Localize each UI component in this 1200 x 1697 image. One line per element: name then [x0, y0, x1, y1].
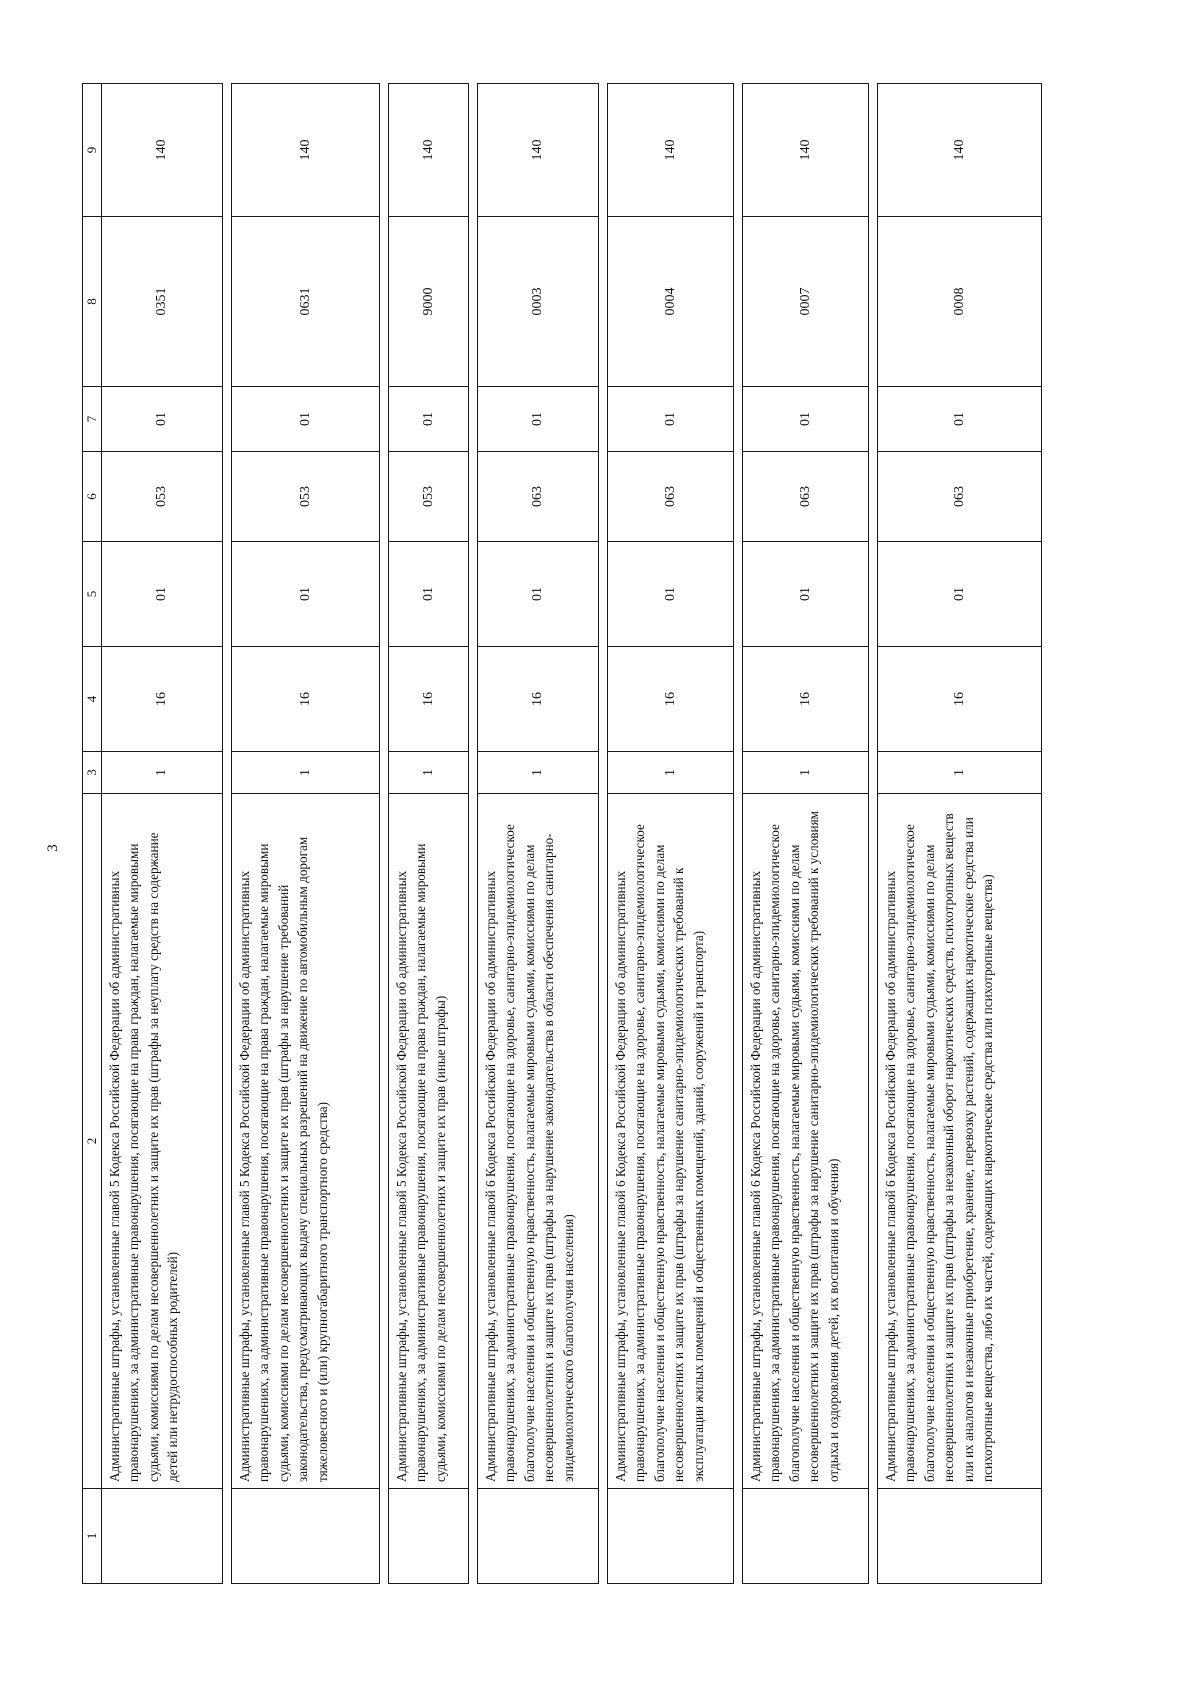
row-code-c5: 01 [478, 542, 599, 647]
row-description: Административные штрафы, установленные главой 6 Кодекса Российской Федерации об административных правонарушениях, за административные правонарушения, посягающие на здоровье, санитарно-эпидемиологическое благополучие населения и общественную нравственность, налагаемые мировыми судьями, комиссиями по делам несовершеннолетних и защите их прав (штрафы за незаконный оборот наркотических средств, психотропных веществ или их аналогов и незаконные приобретение, хранение, перевозку растений, содержащих наркотические средства или психотропные вещества, либо их частей, содержащих наркотические средства или психотропные вещества) [878, 794, 1042, 1489]
row-separator-cell [380, 84, 389, 1584]
row-separator-cell [599, 84, 608, 1584]
row-code-c7: 01 [232, 387, 380, 452]
row-code-c4: 16 [102, 647, 223, 752]
row-separator [869, 84, 878, 1584]
header-cell: 8 [83, 217, 102, 387]
row-code-c4: 16 [232, 647, 380, 752]
header-cell: 1 [83, 1489, 102, 1584]
row-code-c1 [478, 1489, 599, 1584]
table-row [608, 84, 734, 1584]
row-code-c9: 140 [608, 84, 734, 217]
row-code-c6: 053 [102, 452, 223, 542]
row-code-c9: 140 [232, 84, 380, 217]
row-code-c8: 0007 [743, 217, 869, 387]
row-code-c1 [878, 1489, 1042, 1584]
row-code-c3: 1 [478, 752, 599, 794]
row-description: Административные штрафы, установленные главой 5 Кодекса Российской Федерации об административных правонарушениях, за административные правонарушения, посягающие на права граждан, налагаемые мировыми судьями, комиссиями по делам несовершеннолетних и защите их прав (штрафы за неуплату средств на содержание детей или нетрудоспособных родителей) [102, 794, 223, 1489]
row-code-c8: 0351 [102, 217, 223, 387]
header-cell: 4 [83, 647, 102, 752]
row-code-c6: 053 [389, 452, 469, 542]
table-row [743, 84, 869, 1584]
table-body [83, 84, 1042, 1584]
header-cell: 5 [83, 542, 102, 647]
row-code-c5: 01 [389, 542, 469, 647]
row-code-c5: 01 [878, 542, 1042, 647]
table-row [102, 84, 223, 1584]
row-code-c5: 01 [102, 542, 223, 647]
header-cell: 2 [83, 794, 102, 1489]
row-description: Административные штрафы, установленные главой 6 Кодекса Российской Федерации об административных правонарушениях, за административные правонарушения, посягающие на здоровье, санитарно-эпидемиологическое благополучие населения и общественную нравственность, налагаемые мировыми судьями, комиссиями по делам несовершеннолетних и защите их прав (штрафы за нарушение законодательства в области обеспечения санитарно-эпидемиологического благополучия населения) [478, 794, 599, 1489]
row-code-c9: 140 [389, 84, 469, 217]
row-code-c1 [608, 1489, 734, 1584]
row-description: Административные штрафы, установленные главой 6 Кодекса Российской Федерации об административных правонарушениях, за административные правонарушения, посягающие на здоровье, санитарно-эпидемиологическое благополучие населения и общественную нравственность, налагаемые мировыми судьями, комиссиями по делам несовершеннолетних и защите их прав (штрафы за нарушение санитарно-эпидемиологических требований к эксплуатации жилых помещений и общественных помещений, зданий, сооружений и транспорта) [608, 794, 734, 1489]
row-code-c8: 0004 [608, 217, 734, 387]
row-separator-cell [869, 84, 878, 1584]
row-code-c6: 063 [878, 452, 1042, 542]
row-code-c3: 1 [608, 752, 734, 794]
row-code-c3: 1 [389, 752, 469, 794]
row-separator-cell [734, 84, 743, 1584]
row-separator [223, 84, 232, 1584]
row-code-c4: 16 [878, 647, 1042, 752]
row-separator [469, 84, 478, 1584]
row-code-c6: 053 [232, 452, 380, 542]
row-separator-cell [469, 84, 478, 1584]
classification-table [82, 83, 1042, 1584]
header-cell: 6 [83, 452, 102, 542]
row-code-c9: 140 [743, 84, 869, 217]
row-code-c8: 0631 [232, 217, 380, 387]
table-row [232, 84, 380, 1584]
row-separator [380, 84, 389, 1584]
row-separator [734, 84, 743, 1584]
row-code-c1 [389, 1489, 469, 1584]
row-code-c3: 1 [743, 752, 869, 794]
row-code-c7: 01 [102, 387, 223, 452]
row-code-c3: 1 [232, 752, 380, 794]
table-row [478, 84, 599, 1584]
row-code-c1 [232, 1489, 380, 1584]
header-cell: 3 [83, 752, 102, 794]
row-separator-cell [223, 84, 232, 1584]
row-code-c4: 16 [389, 647, 469, 752]
row-code-c7: 01 [389, 387, 469, 452]
row-code-c8: 0008 [878, 217, 1042, 387]
row-code-c4: 16 [743, 647, 869, 752]
row-code-c3: 1 [102, 752, 223, 794]
row-description: Административные штрафы, установленные главой 5 Кодекса Российской Федерации об административных правонарушениях, за административные правонарушения, посягающие на права граждан, налагаемые мировыми судьями, комиссиями по делам несовершеннолетних и защите их прав (штрафы за нарушение требований законодательства, предусматривающих выдачу специальных разрешений на движение по автомобильным дорогам тяжеловесного и (или) крупногабаритного транспортного средства) [232, 794, 380, 1489]
row-code-c1 [102, 1489, 223, 1584]
row-code-c3: 1 [878, 752, 1042, 794]
row-description: Административные штрафы, установленные главой 6 Кодекса Российской Федерации об административных правонарушениях, за административные правонарушения, посягающие на здоровье, санитарно-эпидемиологическое благополучие населения и общественную нравственность, налагаемые мировыми судьями, комиссиями по делам несовершеннолетних и защите их прав (штрафы за нарушение санитарно-эпидемиологических требований к условиям отдыха и оздоровления детей, их воспитания и обучения) [743, 794, 869, 1489]
row-code-c8: 0003 [478, 217, 599, 387]
row-code-c5: 01 [608, 542, 734, 647]
row-description: Административные штрафы, установленные главой 5 Кодекса Российской Федерации об административных правонарушениях, за административные правонарушения, посягающие на права граждан, налагаемые мировыми судьями, комиссиями по делам несовершеннолетних и защите их прав (иные штрафы) [389, 794, 469, 1489]
page-number: 3 [45, 844, 61, 852]
table-row [878, 84, 1042, 1584]
row-code-c5: 01 [232, 542, 380, 647]
row-code-c6: 063 [478, 452, 599, 542]
row-code-c9: 140 [102, 84, 223, 217]
row-code-c1 [743, 1489, 869, 1584]
row-code-c5: 01 [743, 542, 869, 647]
table-row [389, 84, 469, 1584]
row-code-c7: 01 [878, 387, 1042, 452]
header-cell: 7 [83, 387, 102, 452]
row-code-c7: 01 [478, 387, 599, 452]
row-code-c6: 063 [743, 452, 869, 542]
row-code-c6: 063 [608, 452, 734, 542]
header-cell: 9 [83, 84, 102, 217]
row-code-c4: 16 [478, 647, 599, 752]
row-code-c9: 140 [878, 84, 1042, 217]
row-code-c7: 01 [608, 387, 734, 452]
row-code-c7: 01 [743, 387, 869, 452]
row-code-c8: 9000 [389, 217, 469, 387]
header-row [83, 84, 102, 1584]
row-code-c4: 16 [608, 647, 734, 752]
row-code-c9: 140 [478, 84, 599, 217]
row-separator [599, 84, 608, 1584]
